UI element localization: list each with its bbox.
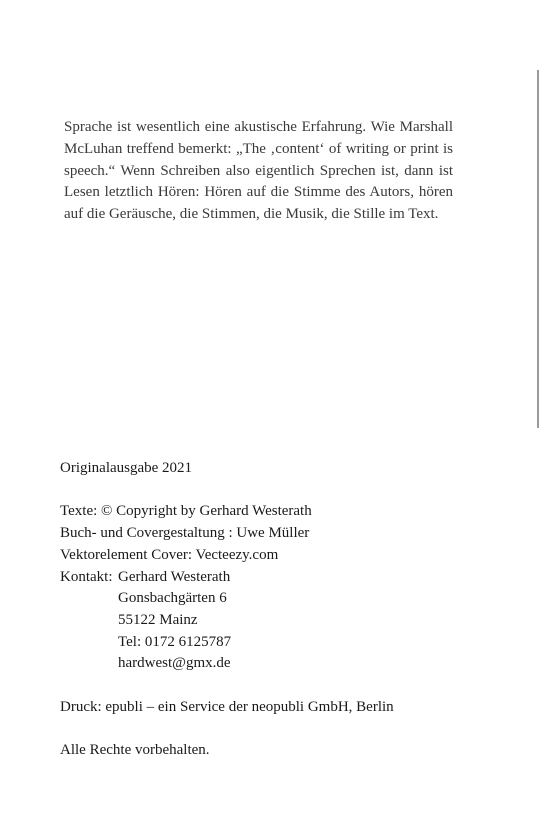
contact-phone: Tel: 0172 6125787 (118, 633, 232, 650)
spacer (60, 718, 480, 740)
contact-lines (118, 567, 231, 676)
vector-credit-line: Vektorelement Cover: Vecteezy.com (60, 546, 279, 563)
copyright-line: Texte: © Copyright by Gerhard Westerath (60, 503, 312, 520)
page-edge-line (537, 70, 539, 428)
contact-city: 55122 Mainz (118, 611, 198, 628)
contact-name: Gerhard Westerath (118, 568, 231, 585)
contact-label: Kontakt: (60, 568, 113, 585)
rights-line: Alle Rechte vorbehalten. (60, 742, 210, 759)
imprint-block (60, 458, 480, 762)
spacer (60, 480, 480, 502)
edition-line: Originalausgabe 2021 (60, 460, 193, 476)
contact-email: hardwest@gmx.de (118, 655, 231, 672)
spacer (60, 675, 480, 697)
contact-street: Gonsbachgärten 6 (118, 590, 227, 607)
design-credit-line: Buch- und Covergestaltung : Uwe Müller (60, 525, 310, 542)
contact-block (60, 567, 480, 676)
epigraph-paragraph: Sprache ist wesentlich eine akustische Erfahrung. Wie Marshall McLuhan treffend bemerkt: „The ‚content‘ of writing or print is speech.“ Wenn Schreiben also eigentlich Sprechen ist, dann ist Lesen letztlich Hören: Hören auf die Stimme des Autors, hören auf die Geräusche, die Stimmen, die Musik, die Stille im Text. (64, 119, 453, 223)
print-line: Druck: epubli – ein Service der neopubli GmbH, Berlin (60, 698, 394, 715)
